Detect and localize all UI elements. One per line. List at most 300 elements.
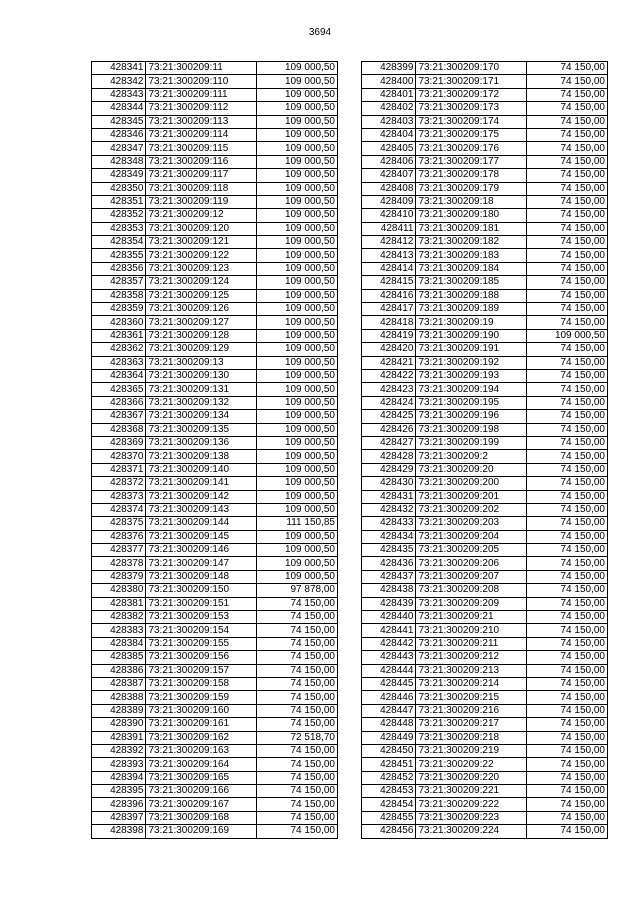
table-row bbox=[92, 570, 338, 583]
cadastral-number-cell: 73:21:300209:182 bbox=[416, 236, 527, 249]
value-cell: 74 150,00 bbox=[527, 369, 608, 382]
table-row bbox=[362, 544, 608, 557]
table-row bbox=[362, 62, 608, 75]
table-row bbox=[362, 289, 608, 302]
record-number-cell: 428348 bbox=[92, 155, 146, 168]
record-number-cell: 428374 bbox=[92, 503, 146, 516]
cadastral-number-cell: 73:21:300209:151 bbox=[146, 597, 257, 610]
record-number-cell: 428412 bbox=[362, 236, 416, 249]
record-number-cell: 428427 bbox=[362, 436, 416, 449]
record-number-cell: 428453 bbox=[362, 785, 416, 798]
table-row bbox=[362, 195, 608, 208]
record-number-cell: 428358 bbox=[92, 289, 146, 302]
value-cell: 74 150,00 bbox=[527, 530, 608, 543]
value-cell: 74 150,00 bbox=[257, 744, 338, 757]
record-number-cell: 428432 bbox=[362, 503, 416, 516]
value-cell: 74 150,00 bbox=[527, 356, 608, 369]
record-number-cell: 428343 bbox=[92, 88, 146, 101]
record-number-cell: 428386 bbox=[92, 664, 146, 677]
cadastral-number-cell: 73:21:300209:145 bbox=[146, 530, 257, 543]
record-number-cell: 428449 bbox=[362, 731, 416, 744]
value-cell: 74 150,00 bbox=[527, 128, 608, 141]
table-row bbox=[362, 530, 608, 543]
value-cell: 109 000,50 bbox=[257, 544, 338, 557]
value-cell: 74 150,00 bbox=[527, 503, 608, 516]
table-row bbox=[362, 503, 608, 516]
value-cell: 74 150,00 bbox=[527, 584, 608, 597]
cadastral-number-cell: 73:21:300209:19 bbox=[416, 316, 527, 329]
record-number-cell: 428409 bbox=[362, 195, 416, 208]
table-row bbox=[362, 477, 608, 490]
record-number-cell: 428400 bbox=[362, 75, 416, 88]
record-number-cell: 428364 bbox=[92, 369, 146, 382]
record-number-cell: 428351 bbox=[92, 195, 146, 208]
record-number-cell: 428455 bbox=[362, 811, 416, 824]
record-number-cell: 428345 bbox=[92, 115, 146, 128]
record-number-cell: 428344 bbox=[92, 102, 146, 115]
record-number-cell: 428450 bbox=[362, 744, 416, 757]
table-row bbox=[362, 383, 608, 396]
record-number-cell: 428390 bbox=[92, 718, 146, 731]
cadastral-number-cell: 73:21:300209:169 bbox=[146, 825, 257, 838]
cadastral-number-cell: 73:21:300209:205 bbox=[416, 544, 527, 557]
cadastral-number-cell: 73:21:300209:180 bbox=[416, 209, 527, 222]
cadastral-number-cell: 73:21:300209:171 bbox=[416, 75, 527, 88]
table-row bbox=[92, 490, 338, 503]
table-row bbox=[92, 758, 338, 771]
cadastral-number-cell: 73:21:300209:208 bbox=[416, 584, 527, 597]
table-row bbox=[92, 503, 338, 516]
table-row bbox=[362, 249, 608, 262]
cadastral-number-cell: 73:21:300209:192 bbox=[416, 356, 527, 369]
cadastral-number-cell: 73:21:300209:203 bbox=[416, 517, 527, 530]
table-row bbox=[92, 236, 338, 249]
record-number-cell: 428417 bbox=[362, 303, 416, 316]
record-number-cell: 428431 bbox=[362, 490, 416, 503]
table-row bbox=[362, 169, 608, 182]
value-cell: 74 150,00 bbox=[257, 597, 338, 610]
value-cell: 109 000,50 bbox=[257, 222, 338, 235]
value-cell: 74 150,00 bbox=[527, 343, 608, 356]
value-cell: 109 000,50 bbox=[257, 503, 338, 516]
record-number-cell: 428442 bbox=[362, 637, 416, 650]
record-number-cell: 428440 bbox=[362, 611, 416, 624]
record-number-cell: 428346 bbox=[92, 128, 146, 141]
cadastral-number-cell: 73:21:300209:175 bbox=[416, 128, 527, 141]
table-row bbox=[362, 343, 608, 356]
table-row bbox=[92, 798, 338, 811]
value-cell: 97 878,00 bbox=[257, 584, 338, 597]
cadastral-number-cell: 73:21:300209:125 bbox=[146, 289, 257, 302]
table-row bbox=[92, 677, 338, 690]
table-row bbox=[362, 75, 608, 88]
value-cell: 74 150,00 bbox=[527, 771, 608, 784]
value-cell: 109 000,50 bbox=[257, 410, 338, 423]
table-row bbox=[362, 704, 608, 717]
cadastral-number-cell: 73:21:300209:216 bbox=[416, 704, 527, 717]
cadastral-number-cell: 73:21:300209:22 bbox=[416, 758, 527, 771]
record-number-cell: 428415 bbox=[362, 276, 416, 289]
table-row bbox=[362, 637, 608, 650]
cadastral-number-cell: 73:21:300209:174 bbox=[416, 115, 527, 128]
table-row bbox=[92, 785, 338, 798]
table-row bbox=[92, 343, 338, 356]
cadastral-number-cell: 73:21:300209:123 bbox=[146, 262, 257, 275]
table-row bbox=[362, 718, 608, 731]
cadastral-number-cell: 73:21:300209:126 bbox=[146, 303, 257, 316]
table-row bbox=[362, 182, 608, 195]
table-row bbox=[92, 651, 338, 664]
record-number-cell: 428429 bbox=[362, 463, 416, 476]
value-cell: 74 150,00 bbox=[257, 664, 338, 677]
cadastral-number-cell: 73:21:300209:13 bbox=[146, 356, 257, 369]
value-cell: 109 000,50 bbox=[257, 316, 338, 329]
cadastral-number-cell: 73:21:300209:194 bbox=[416, 383, 527, 396]
table-row bbox=[362, 115, 608, 128]
table-row bbox=[362, 102, 608, 115]
value-cell: 74 150,00 bbox=[527, 316, 608, 329]
value-cell: 74 150,00 bbox=[257, 624, 338, 637]
cadastral-number-cell: 73:21:300209:143 bbox=[146, 503, 257, 516]
table-row bbox=[92, 517, 338, 530]
value-cell: 74 150,00 bbox=[527, 88, 608, 101]
value-cell: 111 150,85 bbox=[257, 517, 338, 530]
table-row bbox=[92, 825, 338, 838]
table-row bbox=[362, 450, 608, 463]
record-number-cell: 428410 bbox=[362, 209, 416, 222]
value-cell: 109 000,50 bbox=[257, 436, 338, 449]
value-cell: 109 000,50 bbox=[257, 62, 338, 75]
cadastral-number-cell: 73:21:300209:184 bbox=[416, 262, 527, 275]
value-cell: 74 150,00 bbox=[257, 677, 338, 690]
table-row bbox=[92, 316, 338, 329]
cadastral-number-cell: 73:21:300209:221 bbox=[416, 785, 527, 798]
record-number-cell: 428416 bbox=[362, 289, 416, 302]
value-cell: 74 150,00 bbox=[527, 115, 608, 128]
register-table-right-body bbox=[362, 62, 608, 839]
table-row bbox=[92, 718, 338, 731]
cadastral-number-cell: 73:21:300209:206 bbox=[416, 557, 527, 570]
value-cell: 74 150,00 bbox=[527, 62, 608, 75]
cadastral-number-cell: 73:21:300209:200 bbox=[416, 477, 527, 490]
record-number-cell: 428436 bbox=[362, 557, 416, 570]
record-number-cell: 428441 bbox=[362, 624, 416, 637]
table-row bbox=[362, 570, 608, 583]
record-number-cell: 428378 bbox=[92, 557, 146, 570]
table-row bbox=[362, 316, 608, 329]
cadastral-number-cell: 73:21:300209:181 bbox=[416, 222, 527, 235]
table-row bbox=[92, 744, 338, 757]
value-cell: 74 150,00 bbox=[527, 289, 608, 302]
cadastral-number-cell: 73:21:300209:115 bbox=[146, 142, 257, 155]
cadastral-number-cell: 73:21:300209:196 bbox=[416, 410, 527, 423]
cadastral-number-cell: 73:21:300209:157 bbox=[146, 664, 257, 677]
value-cell: 74 150,00 bbox=[527, 611, 608, 624]
table-row bbox=[92, 611, 338, 624]
record-number-cell: 428354 bbox=[92, 236, 146, 249]
value-cell: 74 150,00 bbox=[527, 155, 608, 168]
cadastral-number-cell: 73:21:300209:164 bbox=[146, 758, 257, 771]
record-number-cell: 428349 bbox=[92, 169, 146, 182]
record-number-cell: 428419 bbox=[362, 329, 416, 342]
cadastral-number-cell: 73:21:300209:183 bbox=[416, 249, 527, 262]
record-number-cell: 428392 bbox=[92, 744, 146, 757]
cadastral-number-cell: 73:21:300209:178 bbox=[416, 169, 527, 182]
value-cell: 74 150,00 bbox=[527, 169, 608, 182]
value-cell: 74 150,00 bbox=[257, 718, 338, 731]
value-cell: 109 000,50 bbox=[257, 195, 338, 208]
record-number-cell: 428434 bbox=[362, 530, 416, 543]
record-number-cell: 428360 bbox=[92, 316, 146, 329]
record-number-cell: 428401 bbox=[362, 88, 416, 101]
table-row bbox=[362, 798, 608, 811]
value-cell: 74 150,00 bbox=[527, 718, 608, 731]
table-row bbox=[362, 597, 608, 610]
cadastral-number-cell: 73:21:300209:190 bbox=[416, 329, 527, 342]
cadastral-number-cell: 73:21:300209:18 bbox=[416, 195, 527, 208]
record-number-cell: 428423 bbox=[362, 383, 416, 396]
cadastral-number-cell: 73:21:300209:163 bbox=[146, 744, 257, 757]
cadastral-number-cell: 73:21:300209:153 bbox=[146, 611, 257, 624]
record-number-cell: 428394 bbox=[92, 771, 146, 784]
record-number-cell: 428379 bbox=[92, 570, 146, 583]
table-row bbox=[362, 584, 608, 597]
cadastral-number-cell: 73:21:300209:148 bbox=[146, 570, 257, 583]
record-number-cell: 428444 bbox=[362, 664, 416, 677]
table-row bbox=[362, 396, 608, 409]
value-cell: 74 150,00 bbox=[527, 75, 608, 88]
cadastral-number-cell: 73:21:300209:154 bbox=[146, 624, 257, 637]
value-cell: 74 150,00 bbox=[527, 637, 608, 650]
record-number-cell: 428447 bbox=[362, 704, 416, 717]
table-row bbox=[362, 356, 608, 369]
table-row bbox=[92, 704, 338, 717]
table-row bbox=[362, 142, 608, 155]
value-cell: 109 000,50 bbox=[257, 88, 338, 101]
value-cell: 74 150,00 bbox=[527, 597, 608, 610]
table-row bbox=[92, 276, 338, 289]
value-cell: 74 150,00 bbox=[527, 731, 608, 744]
table-row bbox=[92, 262, 338, 275]
record-number-cell: 428350 bbox=[92, 182, 146, 195]
cadastral-number-cell: 73:21:300209:136 bbox=[146, 436, 257, 449]
table-row bbox=[362, 677, 608, 690]
cadastral-number-cell: 73:21:300209:223 bbox=[416, 811, 527, 824]
table-row bbox=[362, 128, 608, 141]
record-number-cell: 428357 bbox=[92, 276, 146, 289]
cadastral-number-cell: 73:21:300209:131 bbox=[146, 383, 257, 396]
table-row bbox=[92, 115, 338, 128]
table-row bbox=[92, 155, 338, 168]
cadastral-number-cell: 73:21:300209:199 bbox=[416, 436, 527, 449]
record-number-cell: 428396 bbox=[92, 798, 146, 811]
cadastral-number-cell: 73:21:300209:124 bbox=[146, 276, 257, 289]
register-table-right bbox=[361, 61, 608, 839]
record-number-cell: 428352 bbox=[92, 209, 146, 222]
cadastral-number-cell: 73:21:300209:165 bbox=[146, 771, 257, 784]
cadastral-number-cell: 73:21:300209:111 bbox=[146, 88, 257, 101]
table-row bbox=[92, 811, 338, 824]
value-cell: 74 150,00 bbox=[527, 303, 608, 316]
cadastral-number-cell: 73:21:300209:150 bbox=[146, 584, 257, 597]
cadastral-number-cell: 73:21:300209:209 bbox=[416, 597, 527, 610]
value-cell: 74 150,00 bbox=[527, 182, 608, 195]
table-row bbox=[362, 88, 608, 101]
record-number-cell: 428414 bbox=[362, 262, 416, 275]
cadastral-number-cell: 73:21:300209:146 bbox=[146, 544, 257, 557]
table-row bbox=[362, 557, 608, 570]
value-cell: 74 150,00 bbox=[527, 436, 608, 449]
record-number-cell: 428380 bbox=[92, 584, 146, 597]
record-number-cell: 428377 bbox=[92, 544, 146, 557]
cadastral-number-cell: 73:21:300209:117 bbox=[146, 169, 257, 182]
value-cell: 109 000,50 bbox=[257, 75, 338, 88]
record-number-cell: 428381 bbox=[92, 597, 146, 610]
value-cell: 109 000,50 bbox=[257, 209, 338, 222]
cadastral-number-cell: 73:21:300209:112 bbox=[146, 102, 257, 115]
record-number-cell: 428341 bbox=[92, 62, 146, 75]
record-number-cell: 428411 bbox=[362, 222, 416, 235]
table-row bbox=[92, 450, 338, 463]
record-number-cell: 428454 bbox=[362, 798, 416, 811]
value-cell: 74 150,00 bbox=[527, 825, 608, 838]
cadastral-number-cell: 73:21:300209:170 bbox=[416, 62, 527, 75]
value-cell: 74 150,00 bbox=[257, 798, 338, 811]
cadastral-number-cell: 73:21:300209:11 bbox=[146, 62, 257, 75]
cadastral-number-cell: 73:21:300209:177 bbox=[416, 155, 527, 168]
cadastral-number-cell: 73:21:300209:129 bbox=[146, 343, 257, 356]
cadastral-number-cell: 73:21:300209:173 bbox=[416, 102, 527, 115]
table-row bbox=[362, 664, 608, 677]
cadastral-number-cell: 73:21:300209:189 bbox=[416, 303, 527, 316]
value-cell: 109 000,50 bbox=[257, 396, 338, 409]
cadastral-number-cell: 73:21:300209:188 bbox=[416, 289, 527, 302]
cadastral-number-cell: 73:21:300209:120 bbox=[146, 222, 257, 235]
record-number-cell: 428456 bbox=[362, 825, 416, 838]
table-row bbox=[92, 557, 338, 570]
record-number-cell: 428369 bbox=[92, 436, 146, 449]
value-cell: 74 150,00 bbox=[257, 771, 338, 784]
record-number-cell: 428399 bbox=[362, 62, 416, 75]
record-number-cell: 428359 bbox=[92, 303, 146, 316]
cadastral-number-cell: 73:21:300209:179 bbox=[416, 182, 527, 195]
value-cell: 74 150,00 bbox=[527, 691, 608, 704]
table-row bbox=[362, 490, 608, 503]
cadastral-number-cell: 73:21:300209:20 bbox=[416, 463, 527, 476]
table-row bbox=[92, 664, 338, 677]
value-cell: 109 000,50 bbox=[257, 303, 338, 316]
table-row bbox=[92, 289, 338, 302]
table-row bbox=[92, 195, 338, 208]
cadastral-number-cell: 73:21:300209:119 bbox=[146, 195, 257, 208]
table-row bbox=[362, 651, 608, 664]
value-cell: 109 000,50 bbox=[257, 423, 338, 436]
record-number-cell: 428395 bbox=[92, 785, 146, 798]
value-cell: 109 000,50 bbox=[257, 128, 338, 141]
value-cell: 74 150,00 bbox=[527, 570, 608, 583]
cadastral-number-cell: 73:21:300209:144 bbox=[146, 517, 257, 530]
table-row bbox=[92, 62, 338, 75]
record-number-cell: 428407 bbox=[362, 169, 416, 182]
value-cell: 109 000,50 bbox=[257, 182, 338, 195]
value-cell: 109 000,50 bbox=[257, 155, 338, 168]
record-number-cell: 428445 bbox=[362, 677, 416, 690]
cadastral-number-cell: 73:21:300209:142 bbox=[146, 490, 257, 503]
value-cell: 109 000,50 bbox=[257, 477, 338, 490]
value-cell: 74 150,00 bbox=[527, 704, 608, 717]
cadastral-number-cell: 73:21:300209:134 bbox=[146, 410, 257, 423]
cadastral-number-cell: 73:21:300209:2 bbox=[416, 450, 527, 463]
value-cell: 74 150,00 bbox=[527, 450, 608, 463]
value-cell: 74 150,00 bbox=[527, 142, 608, 155]
cadastral-number-cell: 73:21:300209:211 bbox=[416, 637, 527, 650]
value-cell: 74 150,00 bbox=[527, 195, 608, 208]
table-row bbox=[92, 584, 338, 597]
table-row bbox=[362, 423, 608, 436]
table-row bbox=[92, 102, 338, 115]
cadastral-number-cell: 73:21:300209:217 bbox=[416, 718, 527, 731]
table-row bbox=[362, 410, 608, 423]
table-row bbox=[92, 410, 338, 423]
cadastral-number-cell: 73:21:300209:202 bbox=[416, 503, 527, 516]
record-number-cell: 428389 bbox=[92, 704, 146, 717]
table-row bbox=[362, 463, 608, 476]
cadastral-number-cell: 73:21:300209:212 bbox=[416, 651, 527, 664]
record-number-cell: 428362 bbox=[92, 343, 146, 356]
value-cell: 74 150,00 bbox=[527, 209, 608, 222]
table-row bbox=[92, 249, 338, 262]
record-number-cell: 428361 bbox=[92, 329, 146, 342]
cadastral-number-cell: 73:21:300209:155 bbox=[146, 637, 257, 650]
cadastral-number-cell: 73:21:300209:158 bbox=[146, 677, 257, 690]
record-number-cell: 428367 bbox=[92, 410, 146, 423]
record-number-cell: 428437 bbox=[362, 570, 416, 583]
value-cell: 74 150,00 bbox=[527, 222, 608, 235]
record-number-cell: 428451 bbox=[362, 758, 416, 771]
record-number-cell: 428413 bbox=[362, 249, 416, 262]
cadastral-number-cell: 73:21:300209:135 bbox=[146, 423, 257, 436]
cadastral-number-cell: 73:21:300209:201 bbox=[416, 490, 527, 503]
record-number-cell: 428347 bbox=[92, 142, 146, 155]
record-number-cell: 428425 bbox=[362, 410, 416, 423]
record-number-cell: 428433 bbox=[362, 517, 416, 530]
record-number-cell: 428438 bbox=[362, 584, 416, 597]
value-cell: 74 150,00 bbox=[257, 691, 338, 704]
record-number-cell: 428405 bbox=[362, 142, 416, 155]
value-cell: 74 150,00 bbox=[527, 236, 608, 249]
cadastral-number-cell: 73:21:300209:160 bbox=[146, 704, 257, 717]
value-cell: 109 000,50 bbox=[257, 369, 338, 382]
value-cell: 74 150,00 bbox=[527, 798, 608, 811]
table-row bbox=[92, 637, 338, 650]
table-row bbox=[92, 423, 338, 436]
record-number-cell: 428370 bbox=[92, 450, 146, 463]
value-cell: 109 000,50 bbox=[257, 343, 338, 356]
value-cell: 109 000,50 bbox=[257, 289, 338, 302]
cadastral-number-cell: 73:21:300209:220 bbox=[416, 771, 527, 784]
record-number-cell: 428402 bbox=[362, 102, 416, 115]
table-row bbox=[92, 182, 338, 195]
cadastral-number-cell: 73:21:300209:156 bbox=[146, 651, 257, 664]
record-number-cell: 428422 bbox=[362, 369, 416, 382]
value-cell: 109 000,50 bbox=[257, 236, 338, 249]
cadastral-number-cell: 73:21:300209:213 bbox=[416, 664, 527, 677]
record-number-cell: 428435 bbox=[362, 544, 416, 557]
record-number-cell: 428391 bbox=[92, 731, 146, 744]
value-cell: 109 000,50 bbox=[257, 169, 338, 182]
table-row bbox=[362, 517, 608, 530]
cadastral-number-cell: 73:21:300209:140 bbox=[146, 463, 257, 476]
